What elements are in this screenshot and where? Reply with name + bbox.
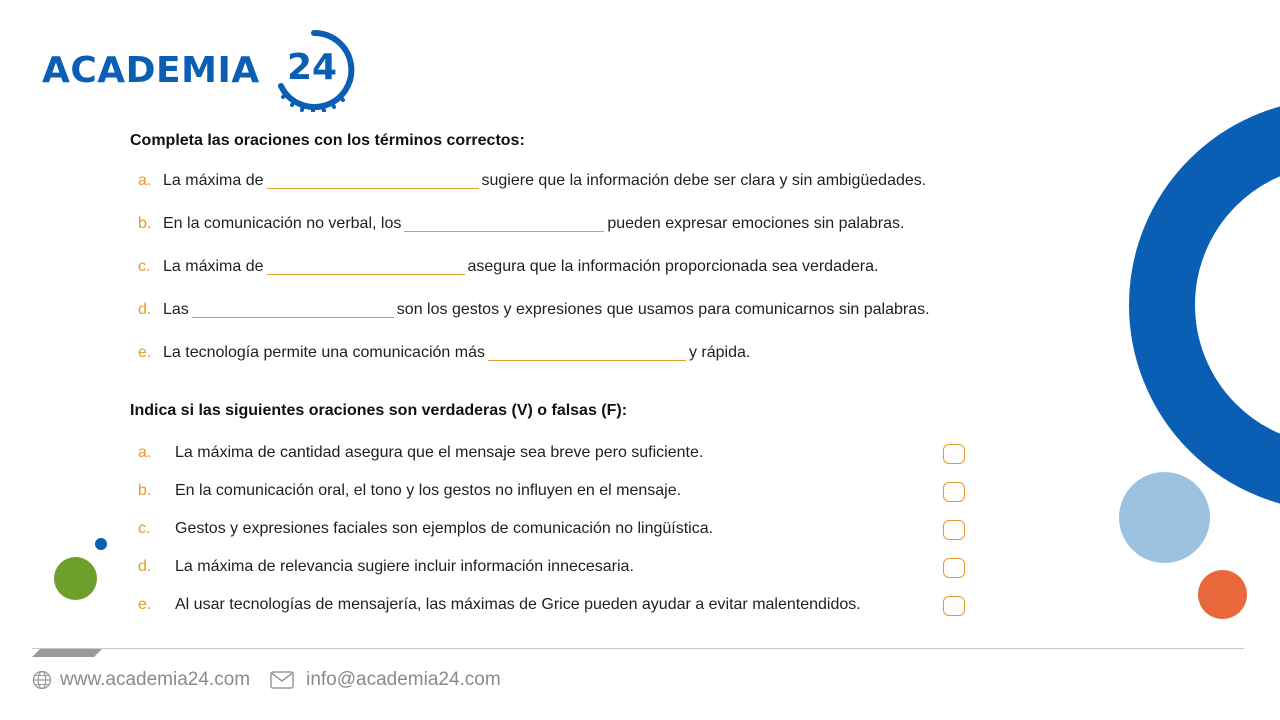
answer-blank[interactable] [267,258,465,275]
academia24-logo [42,28,362,112]
fill-blank-item-c [138,257,878,277]
statement-text: La máxima de relevancia sugiere incluir información innecesaria. [175,558,634,575]
item-letter: e. [138,596,152,613]
decorative-green-circle [54,557,97,600]
true-false-item-e [138,595,861,615]
item-text-after: son los gestos y expresiones que usamos para comunicarnos sin palabras. [396,301,930,318]
answer-blank[interactable] [267,172,479,189]
footer-divider [32,648,1244,649]
item-text-after: sugiere que la información debe ser clara y sin ambigüedades. [481,172,927,189]
decorative-blue-dot [95,538,107,550]
answer-blank[interactable] [488,344,686,361]
item-text-before: La tecnología permite una comunicación más [163,344,485,361]
statement-text: En la comunicación oral, el tono y los gestos no influyen en el mensaje. [175,482,682,499]
answer-checkbox-b[interactable] [943,482,965,502]
item-text-after: pueden expresar emociones sin palabras. [607,215,905,232]
footer-website-link[interactable]: www.academia24.com [60,669,251,690]
item-letter: d. [138,301,152,318]
statement-text: Gestos y expresiones faciales son ejemplos de comunicación no lingüística. [175,520,714,537]
decorative-orange-circle [1198,570,1247,619]
globe-icon [32,670,52,690]
item-letter: a. [138,172,152,189]
decorative-light-blue-circle [1119,472,1210,563]
item-letter: e. [138,344,152,361]
answer-blank[interactable] [404,215,604,232]
item-text-after: y rápida. [688,344,751,361]
item-letter: a. [138,444,152,461]
item-text-before: La máxima de [163,172,264,189]
decorative-blue-arc [1125,95,1280,515]
footer [32,669,501,691]
item-text-after: asegura que la información proporcionada sea verdadera. [467,258,879,275]
item-text-before: En la comunicación no verbal, los [163,215,402,232]
item-letter: d. [138,558,152,575]
answer-checkbox-e[interactable] [943,596,965,616]
true-false-item-d [138,557,634,577]
answer-checkbox-c[interactable] [943,520,965,540]
answer-blank[interactable] [192,301,394,318]
fill-blank-item-b [138,214,904,234]
answer-checkbox-d[interactable] [943,558,965,578]
footer-email-link[interactable]: info@academia24.com [306,669,501,690]
section-2-title: Indica si las siguientes oraciones son verdaderas (V) o falsas (F): [130,402,628,419]
true-false-item-c [138,519,713,539]
item-text-before: La máxima de [163,258,264,275]
statement-text: La máxima de cantidad asegura que el mensaje sea breve pero suficiente. [175,444,704,461]
logo-wordmark: ACADEMIA [42,50,260,91]
footer-accent-tab [32,649,102,657]
item-letter: b. [138,215,152,232]
true-false-item-b [138,481,681,501]
item-letter: c. [138,520,151,537]
answer-checkbox-a[interactable] [943,444,965,464]
fill-blank-item-a [138,171,926,191]
item-letter: c. [138,258,151,275]
envelope-icon [270,671,294,689]
item-letter: b. [138,482,152,499]
fill-blank-item-d [138,300,930,320]
fill-blank-item-e [138,343,750,363]
true-false-item-a [138,443,703,463]
section-1-title: Completa las oraciones con los términos correctos: [130,132,525,149]
item-text-before: Las [163,301,189,318]
logo-number: 24 [287,47,338,88]
statement-text: Al usar tecnologías de mensajería, las máximas de Grice pueden ayudar a evitar malentendidos. [175,596,861,613]
